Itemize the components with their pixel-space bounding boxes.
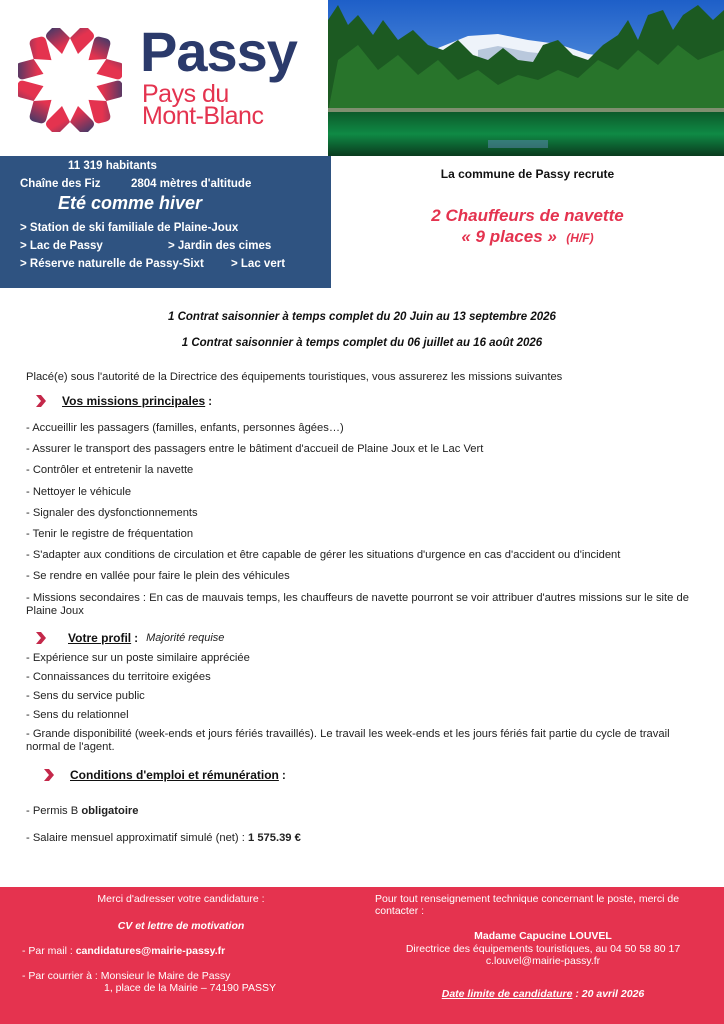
conditions-heading: Conditions d'emploi et rémunération	[70, 768, 279, 782]
job-title-places: « 9 places »	[461, 227, 557, 246]
permit-requirement	[26, 805, 139, 818]
logo-subtitle: Mont-Blanc	[142, 102, 264, 130]
post-label: - Par courrier à :	[22, 970, 101, 982]
application-footer	[0, 887, 724, 1024]
mail-label: - Par mail :	[22, 945, 76, 957]
lake-photo	[328, 0, 724, 156]
apply-intro: Merci d'adresser votre candidature :	[97, 893, 265, 905]
intro-text: Placé(e) sous l'autorité de la Directrice des équipements touristiques, vous assurerez les missions suivantes	[26, 371, 563, 383]
mission-item: - Missions secondaires : En cas de mauvais temps, les chauffeurs de navette pourront se voir attribuer d'autres missions sur le site de Plaine Joux	[26, 592, 689, 617]
conditions-section-heading	[42, 768, 286, 782]
logo	[0, 0, 328, 155]
logo-subtitle: Pays du	[142, 80, 229, 108]
job-title	[331, 205, 724, 249]
profile-item: - Grande disponibilité (week-ends et jours fériés travaillés). Le travail les week-ends et les jours fériés fait partie du cycle de travail normal de l'agent.	[26, 728, 670, 753]
post-address-line2: 1, place de la Mairie – 74190 PASSY	[104, 982, 276, 994]
mission-item: - Contrôler et entretenir la navette	[26, 464, 194, 476]
permit-label: - Permis B	[26, 805, 82, 817]
apply-by-post	[22, 970, 230, 982]
mission-item: - Accueillir les passagers (familles, enfants, personnes âgées…)	[26, 422, 344, 434]
snowflake-heart-logo-icon	[18, 28, 122, 132]
job-title-line2	[331, 226, 724, 249]
recruit-heading: La commune de Passy recrute	[440, 167, 615, 181]
mission-item: - Signaler des dysfonctionnements	[26, 507, 198, 519]
mountain-chain: Chaîne des Fiz	[20, 178, 101, 190]
heading-colon: :	[281, 768, 286, 782]
chevron-right-icon	[34, 394, 48, 408]
attraction-item: > Lac vert	[231, 258, 286, 270]
attraction-item: > Réserve naturelle de Passy-Sixt	[20, 258, 204, 270]
mission-item: - Se rendre en vallée pour faire le plein des véhicules	[26, 570, 290, 582]
profile-heading: Votre profil	[68, 631, 132, 645]
job-title-line1: 2 Chauffeurs de navette	[431, 206, 624, 225]
post-address-line1: Monsieur le Maire de Passy	[100, 970, 231, 982]
chevron-right-icon	[34, 631, 48, 645]
contract-line: 1 Contrat saisonnier à temps complet du 20 Juin au 13 septembre 2026	[168, 311, 556, 323]
missions-heading: Vos missions principales	[62, 394, 206, 408]
salary-value: 1 575.39 €	[247, 832, 301, 844]
permit-value: obligatoire	[81, 805, 139, 817]
profile-item: - Connaissances du territoire exigées	[26, 671, 211, 683]
contact-name: Madame Capucine LOUVEL	[474, 930, 612, 942]
contract-line: 1 Contrat saisonnier à temps complet du 06 juillet au 16 août 2026	[181, 337, 543, 349]
attraction-item: > Jardin des cimes	[168, 240, 272, 252]
deadline-value: : 20 avril 2026	[575, 988, 645, 1000]
apply-documents: CV et lettre de motivation	[117, 920, 245, 932]
mission-item: - Nettoyer le véhicule	[26, 486, 132, 498]
altitude: 2804 mètres d'altitude	[131, 178, 252, 190]
town-info-box	[0, 156, 331, 288]
tagline: Eté comme hiver	[57, 193, 203, 213]
profile-note: Majorité requise	[146, 632, 225, 644]
missions-section-heading	[34, 394, 212, 408]
attraction-item: > Station de ski familiale de Plaine-Joux	[20, 222, 239, 234]
attraction-item: > Lac de Passy	[20, 240, 103, 252]
apply-by-mail	[22, 945, 225, 957]
profile-section-heading	[34, 631, 224, 645]
mission-item: - S'adapter aux conditions de circulation et être capable de gérer les situations d'urgence en cas d'accident ou d'incident	[26, 549, 621, 561]
logo-title: Passy	[140, 20, 297, 83]
profile-item: - Sens du service public	[26, 690, 145, 702]
salary	[26, 832, 301, 845]
contact-intro: Pour tout renseignement technique concernant le poste, merci de contacter :	[375, 893, 680, 917]
deadline-label: Date limite de candidature	[441, 988, 573, 1000]
job-title-gender: (H/F)	[566, 231, 594, 245]
chevron-right-icon	[42, 768, 56, 782]
mission-item: - Assurer le transport des passagers entre le bâtiment d'accueil de Plaine Joux et le Lac Vert	[26, 443, 484, 455]
heading-colon: :	[208, 394, 213, 408]
mission-item: - Tenir le registre de fréquentation	[26, 528, 194, 540]
application-deadline	[362, 988, 724, 1000]
profile-item: - Sens du relationnel	[26, 709, 129, 721]
heading-colon: :	[134, 631, 139, 645]
contact-email[interactable]: c.louvel@mairie-passy.fr	[485, 955, 601, 967]
mail-link[interactable]: candidatures@mairie-passy.fr	[75, 945, 226, 957]
profile-item: - Expérience sur un poste similaire appréciée	[26, 652, 250, 664]
lake-mountain-image	[328, 0, 724, 156]
inhabitants: 11 319 habitants	[68, 160, 157, 172]
contact-role: Directrice des équipements touristiques, au 04 50 58 80 17	[405, 943, 681, 955]
salary-label: - Salaire mensuel approximatif simulé (net) :	[26, 832, 248, 844]
